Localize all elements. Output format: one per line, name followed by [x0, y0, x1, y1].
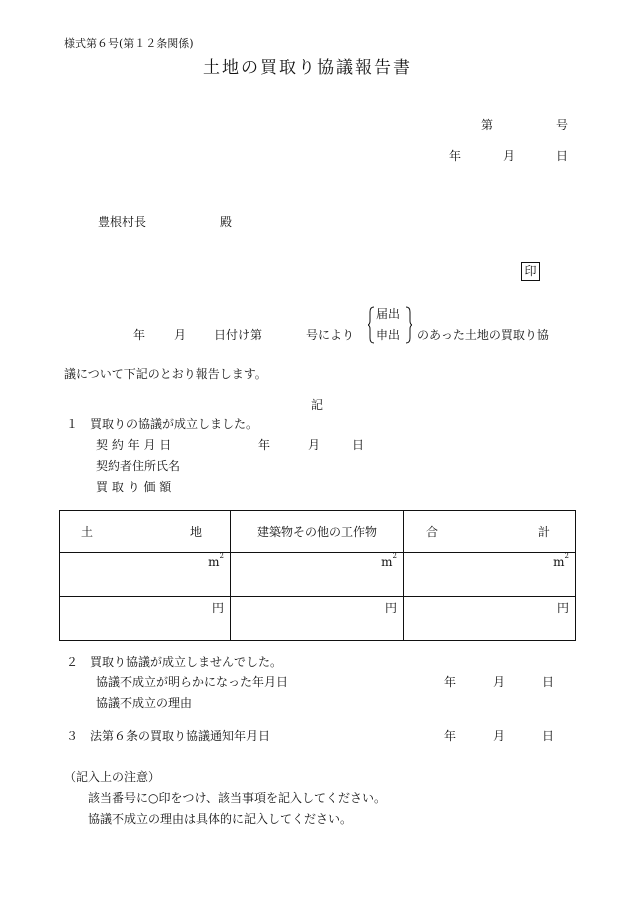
contract-date-year: 年 — [258, 438, 271, 452]
section3-heading: ３ 法第６条の買取り協議通知年月日 — [66, 729, 271, 743]
notes-line2: 協議不成立の理由は具体的に記入してください。 — [88, 812, 353, 826]
header-total: 合 計 — [404, 511, 576, 553]
contract-date-day: 日 — [352, 438, 365, 452]
contract-date-label: 契 約 年 月 日 — [96, 438, 172, 452]
header-date-year: 年 — [449, 149, 462, 163]
notice-date-month: 月 — [493, 729, 506, 743]
land-area-cell[interactable]: $m^2$ — [60, 553, 231, 597]
table-row-area — [60, 553, 576, 597]
header-date-month: 月 — [503, 149, 516, 163]
table-header-row — [60, 511, 576, 553]
doc-number-dai: 第 — [481, 118, 494, 132]
header-land: 土 地 — [60, 511, 231, 553]
notice-date-day: 日 — [542, 729, 555, 743]
intro-month: 月 — [174, 328, 187, 342]
option-notification: 届出 — [376, 307, 401, 321]
contractor-label: 契約者住所氏名 — [96, 459, 181, 473]
seal-mark: 印 — [521, 262, 540, 281]
section1-heading: １ 買取りの協議が成立しました。 — [66, 417, 259, 431]
notes-heading: （記入上の注意） — [64, 770, 161, 784]
failure-date-month: 月 — [493, 675, 506, 689]
price-table — [59, 510, 576, 641]
total-price-cell[interactable]: 円 — [404, 597, 576, 641]
header-buildings: 建築物その他の工作物 — [231, 511, 404, 553]
intro-dated: 日付け第 — [214, 328, 263, 342]
land-price-cell[interactable]: 円 — [60, 597, 231, 641]
failure-date-label: 協議不成立が明らかになった年月日 — [96, 675, 289, 689]
table-row-price — [60, 597, 576, 641]
contract-date-month: 月 — [308, 438, 321, 452]
failure-reason-label: 協議不成立の理由 — [96, 696, 193, 710]
failure-date-year: 年 — [444, 675, 457, 689]
notice-date-year: 年 — [444, 729, 457, 743]
failure-date-day: 日 — [542, 675, 555, 689]
header-date-day: 日 — [556, 149, 569, 163]
document-title: 土地の買取り協議報告書 — [203, 58, 412, 78]
price-label: 買 取 り 価 額 — [96, 480, 172, 494]
total-area-cell[interactable]: $m^2$ — [404, 553, 576, 597]
intro-line2: 議について下記のとおり報告します。 — [64, 367, 267, 381]
intro-year: 年 — [133, 328, 146, 342]
addressee-honorific: 殿 — [220, 215, 233, 229]
buildings-price-cell[interactable]: 円 — [231, 597, 404, 641]
intro-tail: のあった土地の買取り協 — [417, 328, 549, 342]
doc-number-go: 号 — [556, 118, 569, 132]
buildings-area-cell[interactable]: $m^2$ — [231, 553, 404, 597]
form-reference: 様式第６号(第１２条関係) — [64, 37, 194, 50]
intro-number-by: 号により — [306, 328, 355, 342]
addressee-name: 豊根村長 — [98, 215, 147, 229]
notes-line1: 該当番号に○印をつけ、該当事項を記入してください。 — [88, 791, 386, 805]
option-application: 申出 — [376, 328, 401, 342]
ki-label: 記 — [311, 398, 324, 412]
section2-heading: ２ 買取り協議が成立しませんでした。 — [66, 655, 283, 669]
